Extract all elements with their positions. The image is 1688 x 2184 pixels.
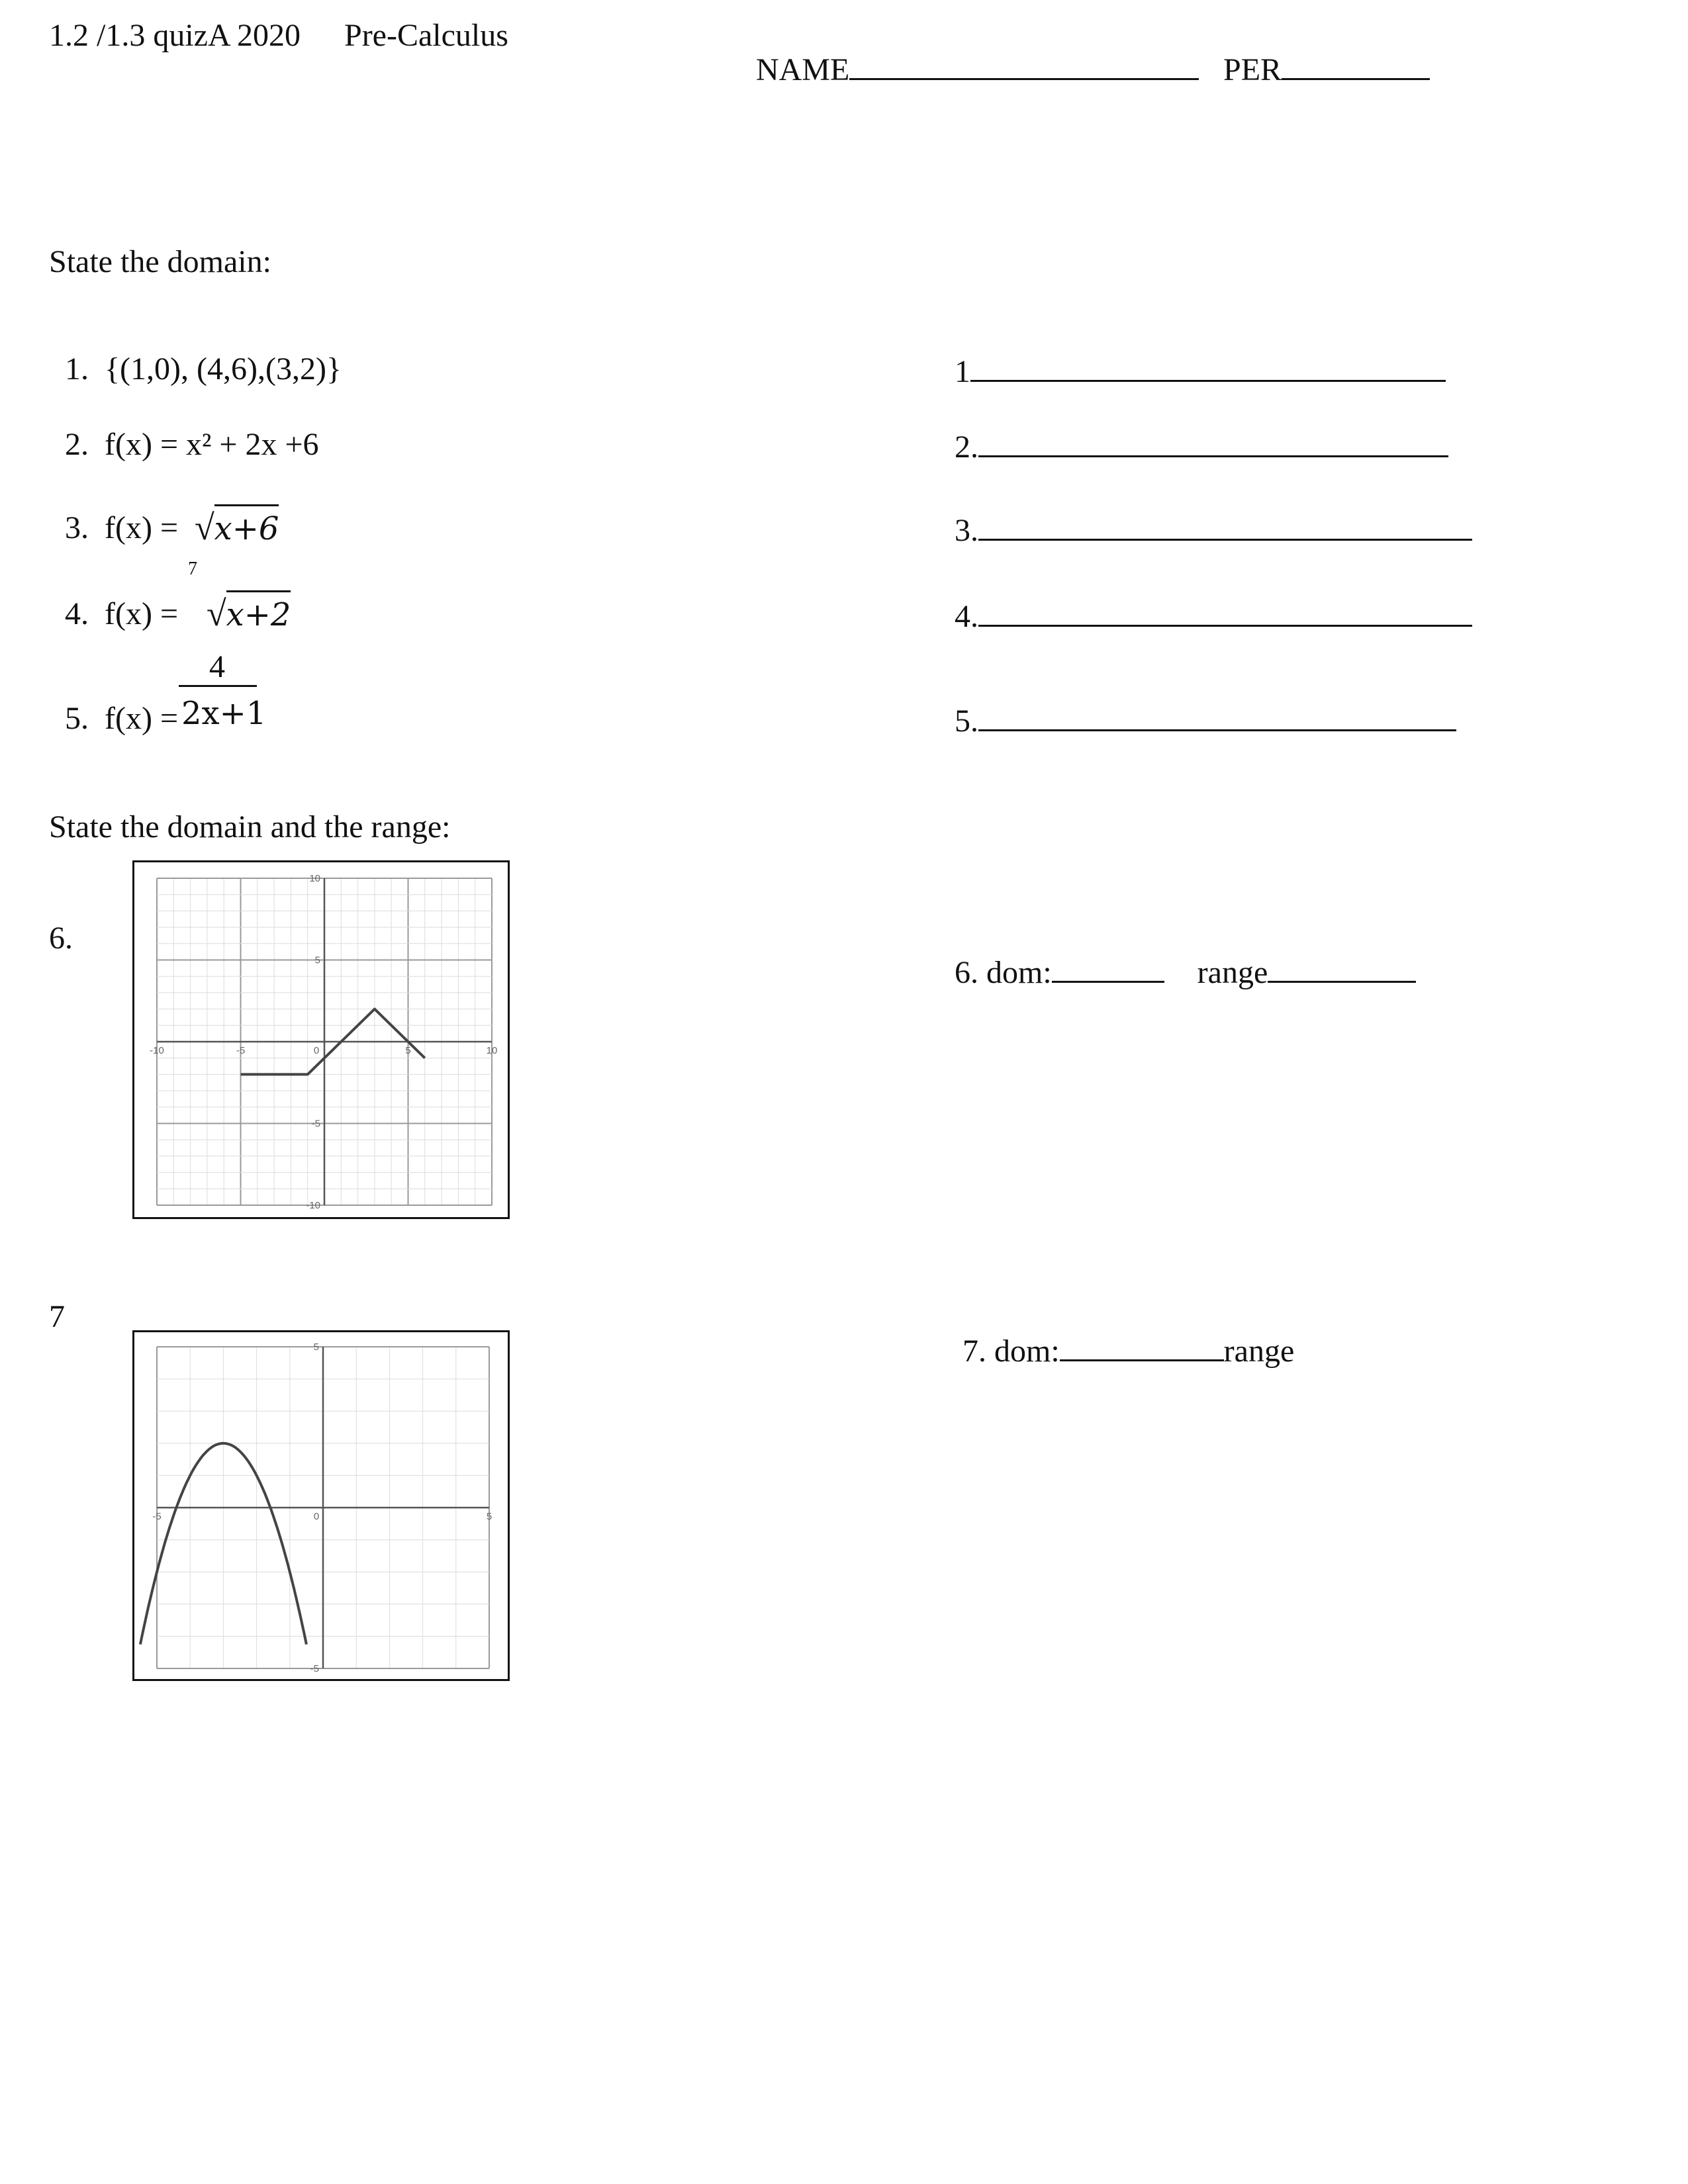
- answer-3[interactable]: [939, 480, 1472, 547]
- answer-5[interactable]: [939, 671, 1456, 737]
- y-tick-label: -5: [311, 1118, 320, 1130]
- answer-blank[interactable]: [978, 512, 1472, 541]
- answer-2[interactable]: [939, 397, 1448, 463]
- quiz-title: 1.2 /1.3 quizA 2020: [49, 18, 301, 53]
- answer-label: 1: [955, 354, 970, 389]
- range-blank[interactable]: [1268, 954, 1416, 983]
- x-tick-label: -5: [236, 1045, 246, 1056]
- answer-blank[interactable]: [970, 353, 1446, 382]
- question-text: {(1,0), (4,6),(3,2)}: [105, 351, 342, 387]
- name-field[interactable]: [740, 20, 1199, 86]
- course-name: Pre-Calculus: [344, 18, 508, 53]
- period-field[interactable]: [1207, 20, 1430, 86]
- dom-label: 6. dom:: [955, 955, 1052, 990]
- x-tick-label: -5: [152, 1511, 162, 1522]
- radical-sign: √: [207, 594, 226, 633]
- range-label: range: [1223, 1334, 1295, 1369]
- graph-7-svg: [134, 1332, 512, 1683]
- question-1: [49, 322, 342, 385]
- x-tick-label: 10: [486, 1045, 498, 1056]
- answer-label: 5.: [955, 704, 978, 739]
- question-number: 4.: [65, 596, 89, 631]
- period-label: PER: [1223, 52, 1282, 87]
- question-text: f(x) = x² + 2x +6: [105, 427, 319, 462]
- answer-7[interactable]: [947, 1301, 1294, 1367]
- graph-7: [132, 1330, 510, 1681]
- x-tick-label: 5: [486, 1511, 492, 1522]
- question-5: [49, 671, 178, 735]
- x-tick-label: -10: [150, 1045, 164, 1056]
- function-prefix: f(x) =: [105, 701, 179, 736]
- graph-6-svg: [134, 862, 512, 1221]
- name-blank[interactable]: [849, 52, 1199, 80]
- question-number: 1.: [65, 351, 89, 387]
- section1-heading: State the domain:: [49, 244, 271, 279]
- radicand: x+2: [226, 590, 291, 633]
- nth-root-expression: [191, 564, 291, 631]
- function-prefix: f(x) =: [105, 596, 179, 631]
- answer-blank[interactable]: [978, 703, 1456, 731]
- dom-label: 7. dom:: [962, 1334, 1060, 1369]
- answer-blank[interactable]: [978, 598, 1472, 627]
- question-2: [49, 397, 319, 461]
- y-tick-label: 5: [314, 954, 320, 966]
- answer-blank[interactable]: [978, 429, 1448, 457]
- answer-6[interactable]: [939, 923, 1416, 989]
- x-tick-label: 5: [405, 1045, 411, 1056]
- root-index: 7: [188, 559, 197, 579]
- question-7-number: 7: [49, 1299, 65, 1334]
- x-tick-label: 0: [313, 1045, 320, 1056]
- y-tick-label: -5: [310, 1663, 319, 1674]
- radicand: x+6: [214, 504, 279, 547]
- y-tick-label: 10: [309, 873, 320, 884]
- y-tick-label: 5: [313, 1342, 319, 1353]
- answer-label: 4.: [955, 599, 978, 634]
- answer-4[interactable]: [939, 567, 1472, 633]
- question-3: [49, 480, 178, 544]
- range-label: range: [1197, 955, 1268, 990]
- graph-6: [132, 860, 510, 1219]
- fraction-bar: [179, 685, 257, 687]
- name-label: NAME: [756, 52, 850, 87]
- y-tick-label: -10: [306, 1200, 320, 1211]
- answer-label: 2.: [955, 430, 978, 465]
- section2-heading: State the domain and the range:: [49, 809, 451, 844]
- fraction-numerator: 4: [209, 649, 225, 684]
- dom-blank[interactable]: [1060, 1333, 1224, 1361]
- x-tick-label: 0: [313, 1511, 320, 1522]
- radical-sign: √: [195, 508, 214, 547]
- answer-1[interactable]: [939, 322, 1446, 388]
- fraction-denominator: 2x+1: [181, 695, 267, 732]
- question-number: 2.: [65, 427, 89, 462]
- question-6-number: 6.: [49, 921, 73, 956]
- function-prefix: f(x) =: [105, 510, 179, 545]
- answer-label: 3.: [955, 513, 978, 548]
- question-number: 5.: [65, 701, 89, 736]
- period-blank[interactable]: [1282, 52, 1430, 80]
- dom-blank[interactable]: [1052, 954, 1164, 983]
- question-4: [49, 567, 178, 630]
- sqrt-expression: [179, 478, 279, 545]
- question-number: 3.: [65, 510, 89, 545]
